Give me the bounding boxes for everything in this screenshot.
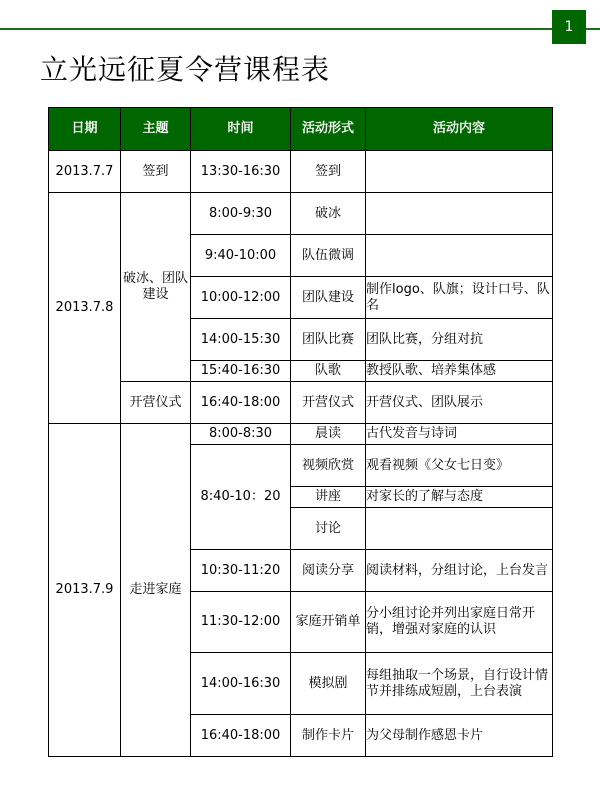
content-cell xyxy=(366,508,553,550)
theme-cell: 走进家庭 xyxy=(121,424,191,757)
page-number-badge: 1 xyxy=(552,10,586,44)
form-cell: 讨论 xyxy=(291,508,366,550)
time-cell: 13:30-16:30 xyxy=(191,151,291,193)
form-cell: 晨读 xyxy=(291,424,366,445)
header-activity-form: 活动形式 xyxy=(291,108,366,151)
content-cell: 每组抽取一个场景，自行设计情节并排练成短剧，上台表演 xyxy=(366,653,553,715)
content-cell: 阅读材料，分组讨论，上台发言 xyxy=(366,550,553,592)
form-cell: 破冰 xyxy=(291,193,366,235)
content-cell: 对家长的了解与态度 xyxy=(366,487,553,508)
time-cell: 15:40-16:30 xyxy=(191,361,291,382)
content-cell xyxy=(366,235,553,277)
table-row xyxy=(49,424,553,445)
content-cell: 观看视频《父女七日变》 xyxy=(366,445,553,487)
table-row xyxy=(49,193,553,235)
form-cell: 团队比赛 xyxy=(291,319,366,361)
time-cell: 9:40-10:00 xyxy=(191,235,291,277)
time-cell: 8:00-9:30 xyxy=(191,193,291,235)
time-cell: 10:30-11:20 xyxy=(191,550,291,592)
header-date: 日期 xyxy=(49,108,121,151)
time-cell: 14:00-16:30 xyxy=(191,653,291,715)
time-cell: 11:30-12:00 xyxy=(191,592,291,653)
date-cell: 2013.7.7 xyxy=(49,151,121,193)
content-cell xyxy=(366,193,553,235)
header-time: 时间 xyxy=(191,108,291,151)
content-cell: 开营仪式、团队展示 xyxy=(366,382,553,424)
form-cell: 团队建设 xyxy=(291,277,366,319)
form-cell: 队歌 xyxy=(291,361,366,382)
time-cell: 10:00-12:00 xyxy=(191,277,291,319)
header-activity-content: 活动内容 xyxy=(366,108,553,151)
content-cell xyxy=(366,151,553,193)
table-row xyxy=(49,151,553,193)
content-cell: 为父母制作感恩卡片 xyxy=(366,715,553,757)
table-row xyxy=(49,382,553,424)
form-cell: 阅读分享 xyxy=(291,550,366,592)
date-cell: 2013.7.9 xyxy=(49,424,121,757)
form-cell: 制作卡片 xyxy=(291,715,366,757)
form-cell: 家庭开销单 xyxy=(291,592,366,653)
content-cell: 教授队歌、培养集体感 xyxy=(366,361,553,382)
header-theme: 主题 xyxy=(121,108,191,151)
theme-cell: 破冰、团队建设 xyxy=(121,193,191,382)
form-cell: 讲座 xyxy=(291,487,366,508)
time-cell: 14:00-15:30 xyxy=(191,319,291,361)
theme-cell: 开营仪式 xyxy=(121,382,191,424)
page-title: 立光远征夏令营课程表 xyxy=(40,53,331,86)
time-cell: 16:40-18:00 xyxy=(191,715,291,757)
date-cell: 2013.7.8 xyxy=(49,193,121,424)
theme-cell: 签到 xyxy=(121,151,191,193)
time-cell: 8:00-8:30 xyxy=(191,424,291,445)
time-cell: 8:40-10：20 xyxy=(191,445,291,550)
content-cell: 制作logo、队旗；设计口号、队名 xyxy=(366,277,553,319)
content-cell: 分小组讨论并列出家庭日常开销，增强对家庭的认识 xyxy=(366,592,553,653)
form-cell: 开营仪式 xyxy=(291,382,366,424)
content-cell: 古代发音与诗词 xyxy=(366,424,553,445)
time-cell: 16:40-18:00 xyxy=(191,382,291,424)
form-cell: 视频欣赏 xyxy=(291,445,366,487)
table-header-row xyxy=(49,108,553,151)
form-cell: 签到 xyxy=(291,151,366,193)
form-cell: 队伍微调 xyxy=(291,235,366,277)
top-rule xyxy=(0,28,600,30)
schedule-table xyxy=(48,107,553,757)
content-cell: 团队比赛，分组对抗 xyxy=(366,319,553,361)
form-cell: 模拟剧 xyxy=(291,653,366,715)
